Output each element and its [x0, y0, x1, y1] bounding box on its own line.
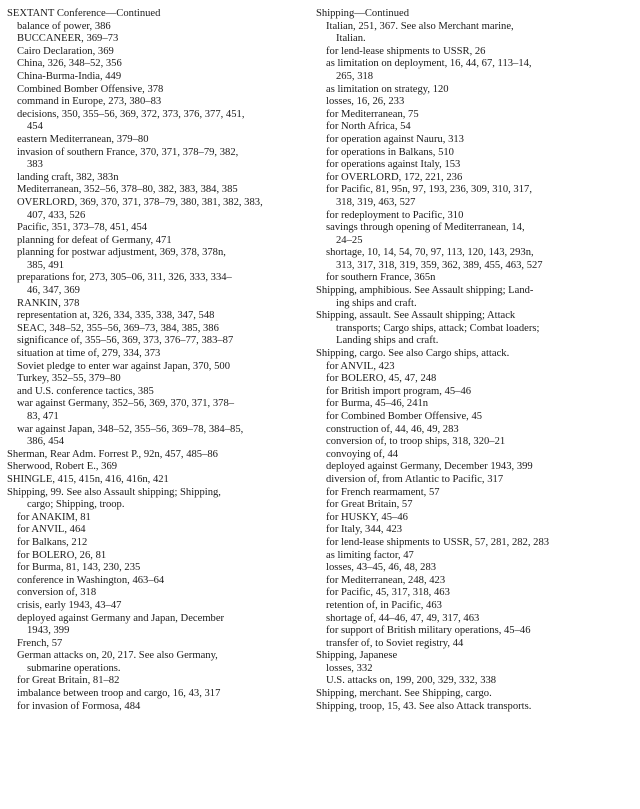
- index-subentry: cargo; Shipping, troop.: [27, 499, 125, 511]
- index-subentry: China, 326, 348–52, 356: [17, 58, 122, 70]
- index-subentry: German attacks on, 20, 217. See also Germany,: [17, 650, 218, 662]
- index-subentry: Turkey, 352–55, 379–80: [17, 373, 121, 385]
- index-heading: Shipping, amphibious. See Assault shipping; Land-: [316, 285, 534, 297]
- index-subentry: BUCCANEER, 369–73: [17, 33, 119, 45]
- index-subentry: landing craft, 382, 383n: [17, 171, 119, 183]
- index-subentry: for lend-lease shipments to USSR, 26: [326, 45, 486, 57]
- index-subentry: planning for defeat of Germany, 471: [17, 234, 172, 246]
- index-subentry: war against Japan, 348–52, 355–56, 369–78, 384–85,: [17, 423, 244, 435]
- index-subentry: as limitation on deployment, 16, 44, 67, 113–14,: [326, 58, 532, 70]
- index-subentry: for Pacific, 81, 95n, 97, 193, 236, 309, 310, 317,: [326, 184, 532, 196]
- index-subentry: Italian.: [336, 33, 366, 45]
- index-heading: Shipping, Japanese: [316, 650, 398, 662]
- index-subentry: for French rearmament, 57: [326, 486, 440, 498]
- index-subentry: preparations for, 273, 305–06, 311, 326, 333, 334–: [17, 272, 232, 284]
- index-subentry: imbalance between troop and cargo, 16, 43, 317: [17, 688, 221, 700]
- index-subentry: OVERLORD, 369, 370, 371, 378–79, 380, 381, 382, 383,: [17, 196, 263, 208]
- index-subentry: U.S. attacks on, 199, 200, 329, 332, 338: [326, 675, 497, 687]
- index-subentry: Mediterranean, 352–56, 378–80, 382, 383, 384, 385: [17, 184, 238, 196]
- index-subentry: for Great Britain, 57: [326, 499, 413, 511]
- index-subentry: for Balkans, 212: [17, 536, 88, 548]
- index-subentry: 386, 454: [27, 436, 65, 448]
- index-subentry: 385, 491: [27, 259, 65, 271]
- index-heading: SHINGLE, 415, 415n, 416, 416n, 421: [7, 473, 169, 485]
- index-heading: Shipping, cargo. See also Cargo ships, attack.: [316, 348, 510, 360]
- index-column-right: [316, 8, 636, 713]
- index-subentry: and U.S. conference tactics, 385: [17, 385, 154, 397]
- index-subentry: for ANVIL, 423: [326, 360, 395, 372]
- index-subentry: Cairo Declaration, 369: [17, 45, 114, 57]
- index-subentry: Pacific, 351, 373–78, 451, 454: [17, 222, 148, 234]
- index-heading: Shipping, 99. See also Assault shipping; Shipping,: [7, 486, 221, 498]
- index-subentry: for operation against Nauru, 313: [326, 133, 464, 145]
- index-subentry: for lend-lease shipments to USSR, 57, 281, 282, 283: [326, 536, 550, 548]
- index-subentry: for Great Britain, 81–82: [17, 675, 120, 687]
- index-subentry: 1943, 399: [27, 625, 70, 637]
- index-subentry: retention of, in Pacific, 463: [326, 599, 442, 611]
- index-subentry: for redeployment to Pacific, 310: [326, 209, 464, 221]
- index-subentry: conference in Washington, 463–64: [17, 574, 165, 586]
- index-subentry: losses, 43–45, 46, 48, 283: [326, 562, 437, 574]
- index-subentry: shortage, 10, 14, 54, 70, 97, 113, 120, 143, 293n,: [326, 247, 534, 259]
- index-column-left: [7, 8, 307, 713]
- index-subentry: for North Africa, 54: [326, 121, 411, 133]
- index-subentry: command in Europe, 273, 380–83: [17, 96, 162, 108]
- index-subentry: for Burma, 81, 143, 230, 235: [17, 562, 141, 574]
- index-subentry: as limiting factor, 47: [326, 549, 414, 561]
- index-subentry: Soviet pledge to enter war against Japan, 370, 500: [17, 360, 230, 372]
- index-heading: Sherwood, Robert E., 369: [7, 461, 118, 473]
- index-subentry: balance of power, 386: [17, 20, 111, 32]
- index-subentry: 24–25: [336, 234, 363, 246]
- index-subentry: ing ships and craft.: [336, 297, 417, 309]
- index-subentry: shortage of, 44–46, 47, 49, 317, 463: [326, 612, 480, 624]
- index-subentry: planning for postwar adjustment, 369, 378, 378n,: [17, 247, 226, 259]
- index-subentry: war against Germany, 352–56, 369, 370, 371, 378–: [17, 398, 235, 410]
- index-subentry: 407, 433, 526: [27, 209, 86, 221]
- index-subentry: RANKIN, 378: [17, 297, 80, 309]
- index-subentry: for ANAKIM, 81: [17, 511, 91, 523]
- index-subentry: for OVERLORD, 172, 221, 236: [326, 171, 463, 183]
- index-heading: SEXTANT Conference—Continued: [7, 8, 161, 19]
- index-subentry: deployed against Germany, December 1943, 399: [326, 461, 533, 473]
- index-heading: Shipping, troop, 15, 43. See also Attack transports.: [316, 700, 532, 712]
- index-subentry: Combined Bomber Offensive, 378: [17, 83, 164, 95]
- index-heading: Shipping, merchant. See Shipping, cargo.: [316, 688, 492, 700]
- index-subentry: losses, 16, 26, 233: [326, 96, 405, 108]
- index-subentry: as limitation on strategy, 120: [326, 83, 449, 95]
- index-subentry: conversion of, to troop ships, 318, 320–21: [326, 436, 506, 448]
- index-subentry: for BOLERO, 26, 81: [17, 549, 107, 561]
- index-subentry: 318, 319, 463, 527: [336, 196, 416, 208]
- index-subentry: crisis, early 1943, 43–47: [17, 599, 122, 611]
- index-subentry: transports; Cargo ships, attack; Combat loaders;: [336, 322, 540, 334]
- index-subentry: French, 57: [17, 637, 63, 649]
- index-subentry: for ANVIL, 464: [17, 524, 86, 536]
- index-subentry: SEAC, 348–52, 355–56, 369–73, 384, 385, 386: [17, 322, 219, 334]
- index-subentry: 83, 471: [27, 411, 59, 422]
- index-subentry: for operations in Balkans, 510: [326, 146, 454, 158]
- index-subentry: significance of, 355–56, 369, 373, 376–77, 383–87: [17, 335, 234, 347]
- index-subentry: losses, 332: [326, 662, 373, 674]
- index-subentry: diversion of, from Atlantic to Pacific, 317: [326, 473, 504, 485]
- index-subentry: for Italy, 344, 423: [326, 524, 403, 536]
- index-subentry: for BOLERO, 45, 47, 248: [326, 373, 437, 385]
- index-subentry: 454: [27, 121, 43, 133]
- index-subentry: for Combined Bomber Offensive, 45: [326, 411, 483, 422]
- index-subentry: for Mediterranean, 248, 423: [326, 574, 446, 586]
- index-subentry: for invasion of Formosa, 484: [17, 700, 141, 712]
- index-heading: Shipping, assault. See Assault shipping; Attack: [316, 310, 516, 322]
- index-subentry: for southern France, 365n: [326, 272, 436, 284]
- index-subentry: representation at, 326, 334, 335, 338, 347, 548: [17, 310, 215, 322]
- index-subentry: Italian, 251, 367. See also Merchant marine,: [326, 20, 514, 32]
- index-subentry: for operations against Italy, 153: [326, 159, 461, 171]
- index-subentry: 383: [27, 159, 43, 171]
- index-subentry: convoying of, 44: [326, 448, 399, 460]
- index-subentry: 265, 318: [336, 70, 374, 82]
- index-subentry: for Mediterranean, 75: [326, 108, 419, 120]
- index-subentry: eastern Mediterranean, 379–80: [17, 133, 149, 145]
- index-subentry: transfer of, to Soviet registry, 44: [326, 637, 464, 649]
- index-heading: Shipping—Continued: [316, 8, 409, 19]
- index-subentry: for HUSKY, 45–46: [326, 511, 408, 523]
- index-subentry: conversion of, 318: [17, 587, 97, 599]
- index-subentry: Landing ships and craft.: [336, 335, 439, 347]
- index-subentry: situation at time of, 279, 334, 373: [17, 348, 161, 360]
- index-subentry: for Burma, 45–46, 241n: [326, 398, 429, 410]
- index-subentry: for support of British military operations, 45–46: [326, 625, 531, 637]
- index-subentry: for British import program, 45–46: [326, 385, 472, 397]
- index-subentry: for Pacific, 45, 317, 318, 463: [326, 587, 450, 599]
- index-subentry: decisions, 350, 355–56, 369, 372, 373, 376, 377, 451,: [17, 108, 245, 120]
- index-subentry: invasion of southern France, 370, 371, 378–79, 382,: [17, 146, 239, 158]
- index-subentry: 313, 317, 318, 319, 359, 362, 389, 455, 463, 527: [336, 259, 543, 271]
- index-subentry: China-Burma-India, 449: [17, 70, 122, 82]
- index-subentry: submarine operations.: [27, 662, 121, 674]
- index-subentry: deployed against Germany and Japan, December: [17, 612, 225, 624]
- index-subentry: construction of, 44, 46, 49, 283: [326, 423, 459, 435]
- index-subentry: 46, 347, 369: [27, 285, 80, 297]
- index-subentry: savings through opening of Mediterranean, 14,: [326, 222, 525, 234]
- index-heading: Sherman, Rear Adm. Forrest P., 92n, 457, 485–86: [7, 448, 218, 460]
